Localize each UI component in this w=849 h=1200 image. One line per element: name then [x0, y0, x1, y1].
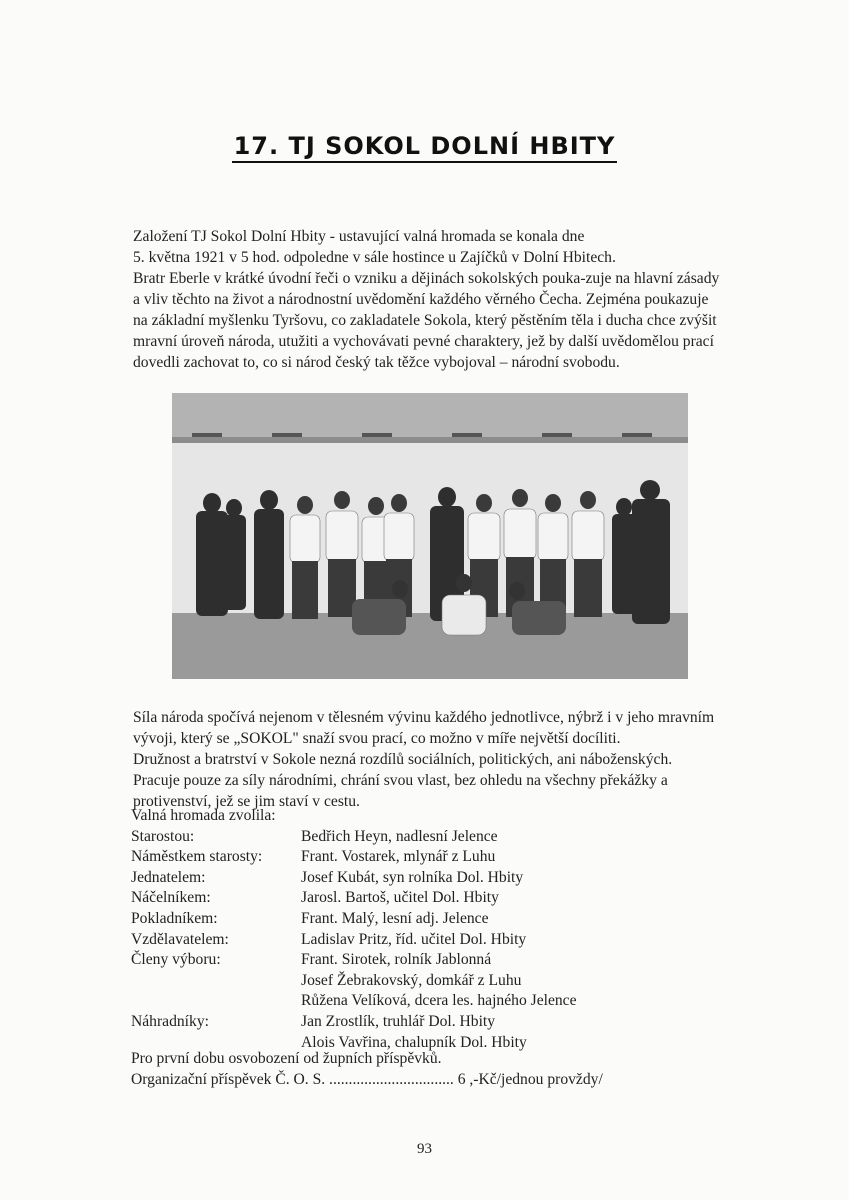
- officer-row: [131, 888, 691, 909]
- officer-person: Jan Zrostlík, truhlář Dol. Hbity: [301, 1012, 496, 1030]
- team-photograph: [172, 393, 688, 679]
- elected-officers-list: [131, 806, 691, 1053]
- officer-role: Starostou:: [131, 827, 195, 845]
- officer-role: Pokladníkem:: [131, 909, 218, 927]
- officer-row: [131, 930, 691, 951]
- body-line: Síla národa spočívá nejenom v tělesném vývinu každého jednotlivce, nýbrž i v jeho mravním: [133, 709, 715, 726]
- officer-row: [131, 991, 691, 1012]
- body-line: protivenství, jež se jim staví v cestu.: [133, 793, 360, 810]
- officer-row: [131, 827, 691, 848]
- officer-role: Náměstkem starosty:: [131, 848, 263, 866]
- page-number: 93: [417, 1141, 432, 1157]
- officer-row: [131, 971, 691, 992]
- intro-line: na základní myšlenku Tyršovu, co zakladatele Sokola, který pěstěním těla i ducha chce zvýšit: [133, 312, 717, 329]
- officer-person: Růžena Velíková, dcera les. hajného Jelence: [301, 992, 577, 1010]
- officer-role: [131, 971, 301, 992]
- election-intro: Valná hromada zvolila:: [131, 807, 276, 824]
- officer-role: Vzdělavatelem:: [131, 930, 229, 948]
- officer-person: Alois Vavřina, chalupník Dol. Hbity: [301, 1033, 527, 1051]
- officer-row: [131, 950, 691, 971]
- body-line: Pracuje pouze za síly národními, chrání svou vlast, bez ohledu na všechny překážky a: [133, 772, 668, 789]
- officer-person: Josef Kubát, syn rolníka Dol. Hbity: [301, 868, 524, 886]
- fee-note: Organizační příspěvek Č. O. S. ................................ 6 ,-Kč/jednou provždy/: [131, 1071, 603, 1088]
- body-paragraph: [133, 707, 773, 812]
- officer-role: Náčelníkem:: [131, 889, 211, 907]
- intro-line: a vliv těchto na život a národnostní uvědomění každého věrného Čecha. Zejména poukazuje: [133, 291, 709, 308]
- intro-line: 5. května 1921 v 5 hod. odpoledne v sále hostince u Zajíčků v Dolní Hbitech.: [133, 249, 616, 266]
- officer-role: [131, 991, 301, 1012]
- body-line: Družnost a bratrství v Sokole nezná rozdílů sociálních, politických, ani náboženských.: [133, 751, 673, 768]
- intro-line: Založení TJ Sokol Dolní Hbity - ustavující valná hromada se konala dne: [133, 228, 585, 245]
- officer-person: Frant. Vostarek, mlynář z Luhu: [301, 848, 496, 866]
- officer-row: [131, 909, 691, 930]
- officer-person: Jarosl. Bartoš, učitel Dol. Hbity: [301, 889, 499, 907]
- officer-row: [131, 1012, 691, 1033]
- exemption-note: Pro první dobu osvobození od župních příspěvků.: [131, 1050, 442, 1067]
- page-title: 17. TJ SOKOL DOLNÍ HBITY: [0, 132, 849, 160]
- officer-role: Náhradníky:: [131, 1012, 209, 1030]
- intro-line: mravní úroveň národa, utužiti a vychovávati pevné charaktery, jež by další uvědomělou prací: [133, 333, 714, 350]
- contribution-notes: [131, 1048, 691, 1090]
- officer-person: Josef Žebrakovský, domkář z Luhu: [301, 971, 522, 989]
- officer-row: [131, 868, 691, 889]
- officer-person: Bedřich Heyn, nadlesní Jelence: [301, 827, 498, 845]
- officer-role: Jednatelem:: [131, 868, 206, 886]
- intro-line: Bratr Eberle v krátké úvodní řeči o vzniku a dějinách sokolských pouka-zuje na hlavní zásady: [133, 270, 720, 287]
- officer-person: Frant. Malý, lesní adj. Jelence: [301, 909, 489, 927]
- intro-line: dovedli zachovat to, co si národ český tak těžce vybojoval – národní svobodu.: [133, 354, 620, 371]
- officer-person: Frant. Sirotek, rolník Jablonná: [301, 951, 492, 969]
- officer-role: Členy výboru:: [131, 951, 221, 969]
- body-line: vývoji, který se „SOKOL" snaží svou prací, co možno v míře největší docíliti.: [133, 730, 621, 747]
- officer-row: [131, 847, 691, 868]
- intro-paragraph: [133, 226, 773, 373]
- officer-person: Ladislav Pritz, říd. učitel Dol. Hbity: [301, 930, 527, 948]
